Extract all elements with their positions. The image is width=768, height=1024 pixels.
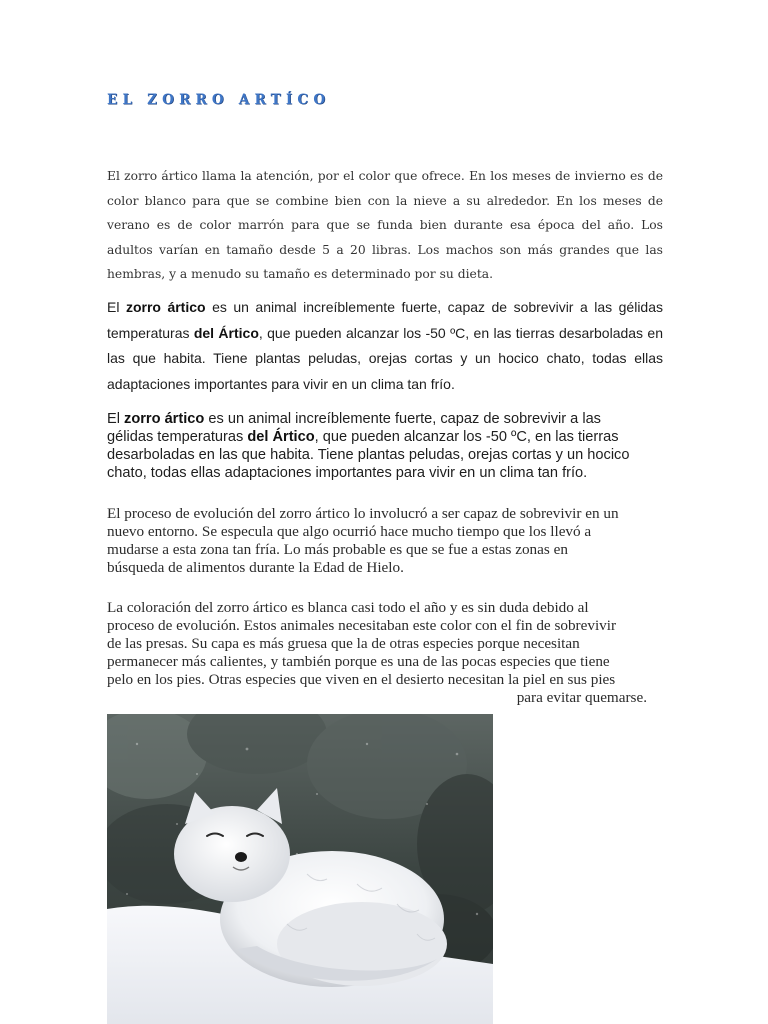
paragraph-intro: El zorro ártico llama la atención, por el color que ofrece. En los meses de invierno es de color blanco para que se combine bien con la nieve a su alrededor. En los meses de verano es de color marrón para que se funda bien durante esa época del año. Los adultos varían en tamaño desde 5 a 20 libras. Los machos son más grandes que las hembras, y a menudo su tamaño es determinado por su dieta. — [107, 169, 663, 281]
paragraph-evolution — [107, 505, 667, 577]
bold-term: del Ártico — [247, 429, 315, 445]
text-line: gélidas temperaturas del Ártico, que pueden alcanzar los -50 ºC, en las tierras — [107, 429, 619, 445]
text-line: de las presas. Su capa es más gruesa que la de otras especies porque necesitan — [107, 635, 580, 652]
text-line: La coloración del zorro ártico es blanca casi todo el año y es sin duda debido al — [107, 599, 589, 616]
paragraph-coloration — [107, 599, 667, 707]
text-line: permanecer más calientes, y también porque es una de las pocas especies que tiene — [107, 653, 610, 670]
bold-term: zorro ártico — [124, 411, 205, 427]
text-line: chato, todas ellas adaptaciones importantes para vivir en un clima tan frío. — [107, 465, 588, 481]
text-line: proceso de evolución. Estos animales necesitaban este color con el fin de sobrevivir — [107, 617, 617, 634]
paragraph-strength-repeat — [107, 410, 663, 482]
bold-term: zorro ártico — [125, 299, 206, 315]
paragraph-strength: El zorro ártico es un animal increíblemente fuerte, capaz de sobrevivir a las gélidas temperaturas del Ártico, que pueden alcanzar los -50 ºC, en las tierras desarboladas en las que habita. Tiene plantas peludas, orejas cortas y un hocico chato, todas ellas adaptaciones importantes para vivir en un clima tan frío. — [107, 299, 663, 392]
text-line: El zorro ártico es un animal increíblemente fuerte, capaz de sobrevivir a las — [107, 411, 601, 427]
text-line: búsqueda de alimentos durante la Edad de Hielo. — [107, 559, 404, 576]
text-line: nuevo entorno. Se especula que algo ocurrió hace mucho tiempo que los llevó a — [107, 523, 592, 540]
arctic-fox-photo — [107, 714, 493, 1024]
text-line: pelo en los pies. Otras especies que viven en el desierto necesitan la piel en sus pies — [107, 671, 616, 688]
text-line: El proceso de evolución del zorro ártico lo involucró a ser capaz de sobrevivir en un — [107, 505, 619, 522]
page-title: EL ZORRO ARTÍCO — [107, 92, 331, 108]
text-line: desarboladas en las que habita. Tiene plantas peludas, orejas cortas y un hocico — [107, 447, 630, 463]
bold-term: del Ártico — [193, 324, 259, 341]
text-line: para evitar quemarse. — [516, 689, 647, 706]
text-line: mudarse a esta zona tan fría. Lo más probable es que se fue a estas zonas en — [107, 541, 568, 558]
